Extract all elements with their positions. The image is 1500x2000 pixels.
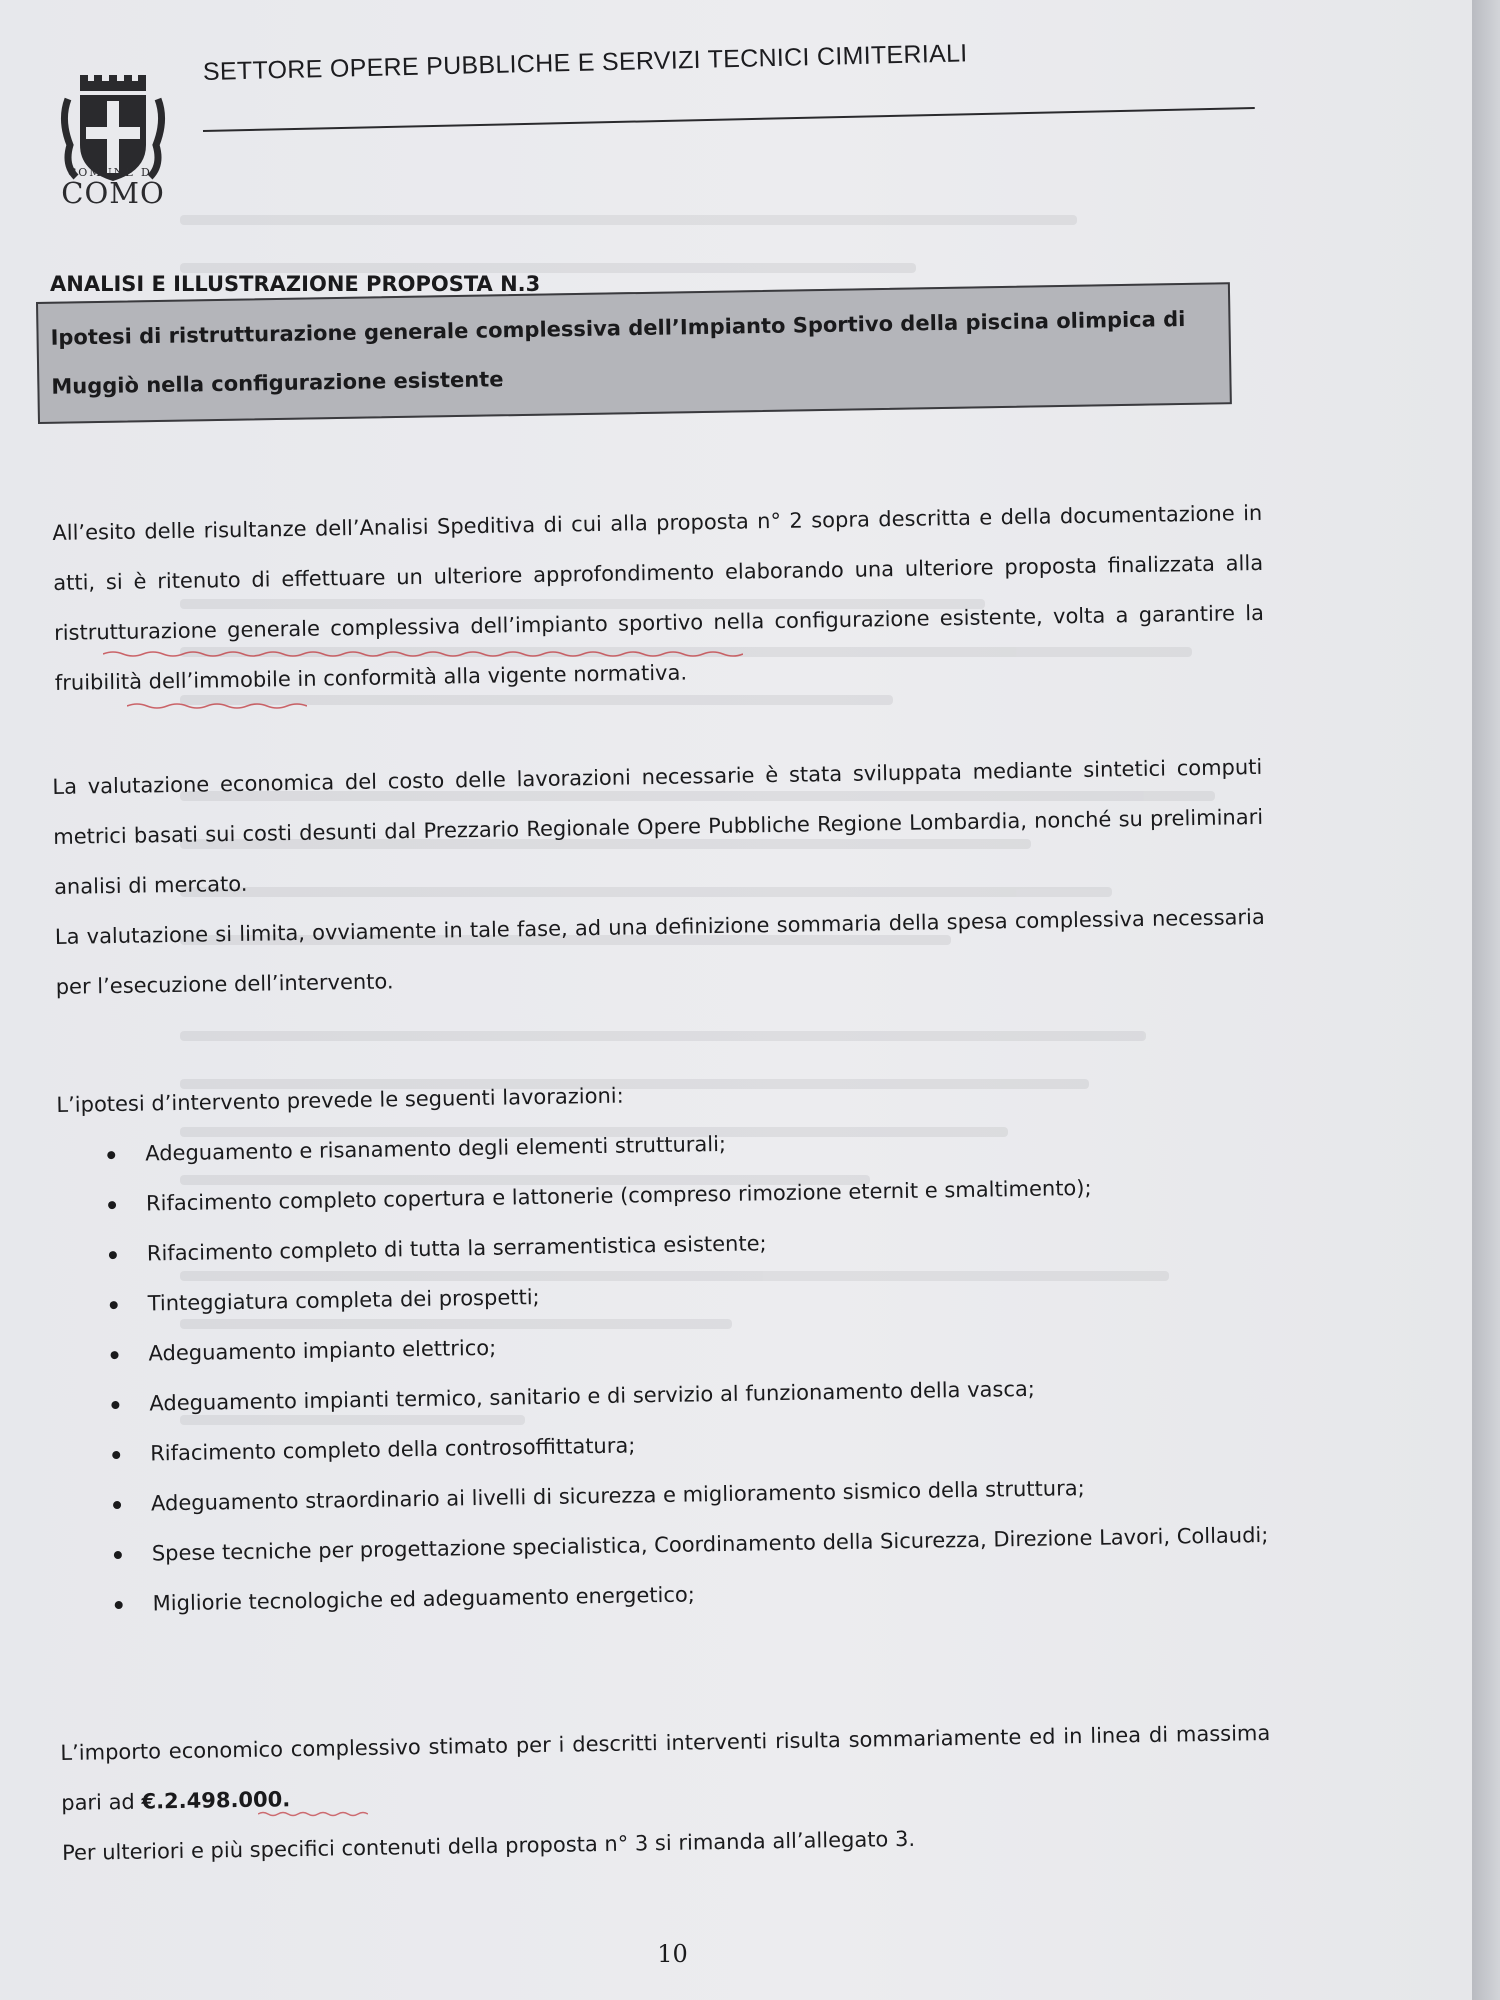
logo-caption-como: COMO (61, 176, 165, 210)
valuation-paragraph-block (52, 742, 1266, 1012)
valuation-limit-paragraph: La valutazione si limita, ovviamente in tale fase, ad una definizione sommaria della spesa complessiva necessaria per l’esecuzione dell’intervento. (54, 904, 1265, 999)
list-item: Spese tecniche per progettazione specialistica, Coordinamento della Sicurezza, Direzione Lavori, Collaudi; (63, 1510, 1274, 1580)
cost-summary-text: L’importo economico complessivo stimato per i descritti interventi risulta sommariamente ed in linea di massima pari ad (60, 1720, 1271, 1815)
proposal-title-box (36, 282, 1232, 424)
estimated-amount: €.2.498.000. (141, 1787, 291, 1814)
list-item: Rifacimento completo di tutta la serramentistica esistente; (58, 1210, 1269, 1280)
list-item: Adeguamento impianti termico, sanitario e di servizio al funzionamento della vasca; (61, 1360, 1272, 1430)
pen-underline-mark (127, 702, 307, 710)
header-divider (203, 107, 1255, 132)
intro-paragraph: All’esito delle risultanze dell’Analisi Speditiva di cui alla proposta n° 2 sopra descritta e della documentazione in atti, si è ritenuto di effettuare un ulteriore approfondimento elaborando una ulteriore proposta finalizzata alla ristrutturazione generale complessiva dell’impianto sportivo nella configurazione esistente, volta a garantire la fruibilità dell’immobile in conformità alla vigente normativa. (52, 500, 1265, 695)
page-edge-shadow (1472, 0, 1500, 2000)
valuation-paragraph: La valutazione economica del costo delle lavorazioni necessarie è stata sviluppata mediante sintetici computi metrici basati sui costi desunti dal Prezzario Regionale Opere Pubbliche Regione Lombardia, nonché su preliminari analisi di mercato. (52, 754, 1264, 899)
proposal-title-line-2: Muggiò nella configurazione esistente (51, 367, 504, 399)
works-list (57, 1110, 1275, 1630)
list-item: Rifacimento completo copertura e lattonerie (compreso rimozione eternit e smaltimento); (58, 1160, 1269, 1230)
list-item: Migliorie tecnologiche ed adeguamento energetico; (64, 1560, 1275, 1630)
works-list-intro: L’ipotesi d’intervento prevede le seguenti lavorazioni: (56, 1083, 624, 1117)
pen-underline-mark (103, 650, 743, 658)
pen-underline-mark (258, 1810, 368, 1818)
section-heading: ANALISI E ILLUSTRAZIONE PROPOSTA N.3 (50, 272, 541, 296)
list-item: Adeguamento impianto elettrico; (60, 1310, 1271, 1380)
list-item: Rifacimento completo della controsoffittatura; (62, 1410, 1273, 1480)
list-item: Adeguamento e risanamento degli elementi strutturali; (57, 1110, 1268, 1180)
attachment-reference: Per ulteriori e più specifici contenuti della proposta n° 3 si rimanda all’allegato 3. (61, 1826, 916, 1865)
list-item: Adeguamento straordinario ai livelli di sicurezza e miglioramento sismico della struttura; (63, 1460, 1274, 1530)
cost-summary-block (60, 1708, 1272, 1878)
logo-caption-comune-di: COMUNE DI (67, 166, 159, 179)
list-item: Tinteggiatura completa dei prospetti; (59, 1260, 1270, 1330)
intro-paragraph-block (52, 488, 1265, 708)
proposal-title-line-1: Ipotesi di ristrutturazione generale complessiva dell’Impianto Sportivo della piscina olimpica di (50, 306, 1186, 350)
page-number: 10 (657, 1940, 688, 1968)
works-section (56, 1060, 1275, 1630)
department-title: SETTORE OPERE PUBBLICHE E SERVIZI TECNICI CIMITERIALI (202, 39, 968, 86)
